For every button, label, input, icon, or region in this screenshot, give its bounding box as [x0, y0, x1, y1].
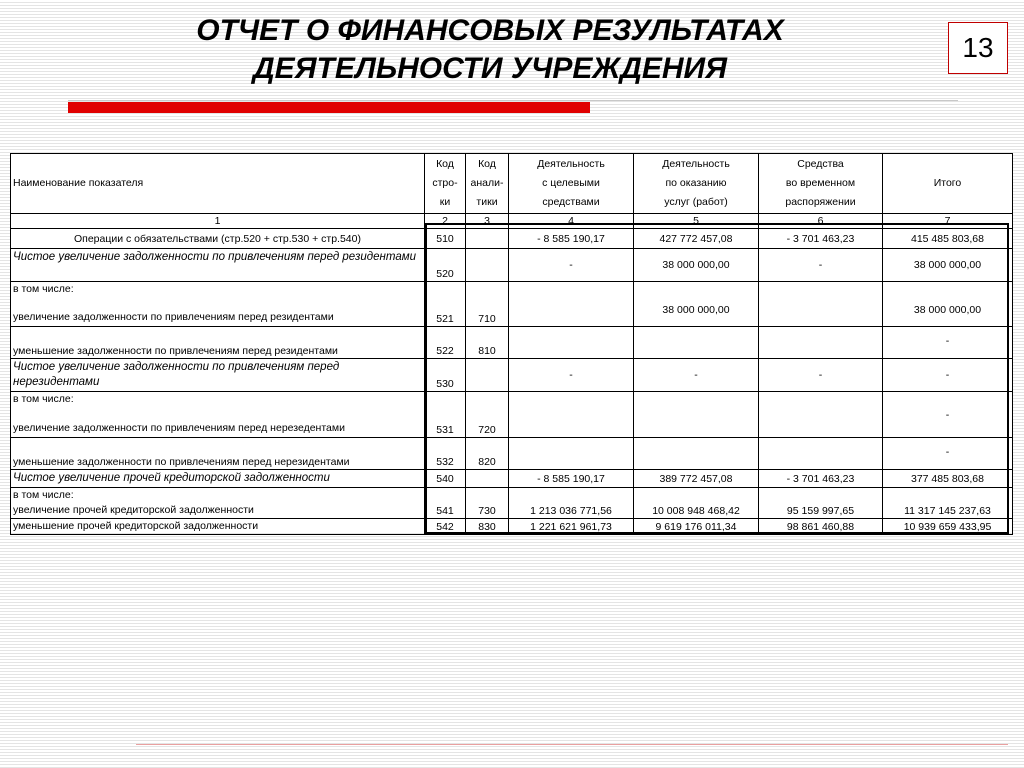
row-value-temporary: - [759, 249, 883, 282]
header-analytics-l3: тики [476, 196, 498, 208]
row-label: Чистое увеличение задолженности по привлечениям перед нерезидентами [11, 359, 425, 392]
row-code: 520 [425, 249, 466, 282]
header-c4-l1: Деятельность [537, 158, 605, 170]
row-value-target: 1 213 036 771,56 [509, 488, 634, 519]
row-value-temporary [759, 392, 883, 438]
row-analytics: 810 [466, 327, 509, 359]
row-analytics [466, 470, 509, 488]
col-number: 2 [425, 214, 466, 229]
col-number: 5 [634, 214, 759, 229]
header-analytics-l1: Код [478, 158, 496, 170]
row-value-total: - [883, 359, 1013, 392]
row-value-target [509, 282, 634, 327]
row-value-target: - [509, 359, 634, 392]
row-value-services: 427 772 457,08 [634, 229, 759, 249]
row-value-total: - [883, 327, 1013, 359]
row-label: увеличение задолженности по привлечениям перед резидентами [13, 311, 334, 323]
header-temporary-funds [759, 154, 883, 214]
table-row [11, 327, 1013, 359]
row-analytics: 830 [466, 519, 509, 535]
row-label-cell [11, 392, 425, 438]
row-value-total: 377 485 803,68 [883, 470, 1013, 488]
page-number-badge: 13 [948, 22, 1008, 74]
row-code: 531 [425, 392, 466, 438]
row-value-temporary: 95 159 997,65 [759, 488, 883, 519]
row-label-prefix: в том числе: [13, 489, 74, 501]
table-row [11, 229, 1013, 249]
row-label: Чистое увеличение задолженности по привлечениям перед резидентами [11, 249, 425, 282]
row-value-total: 415 485 803,68 [883, 229, 1013, 249]
header-c5-l2: по оказанию [665, 177, 727, 189]
row-value-total: - [883, 438, 1013, 470]
footer-rule [136, 744, 1008, 745]
table-row [11, 470, 1013, 488]
header-target-funds [509, 154, 634, 214]
row-label: уменьшение прочей кредиторской задолженности [11, 519, 425, 535]
row-value-services [634, 438, 759, 470]
header-total: Итого [883, 154, 1013, 214]
table-row [11, 392, 1013, 438]
row-code: 532 [425, 438, 466, 470]
row-code: 510 [425, 229, 466, 249]
row-code: 522 [425, 327, 466, 359]
row-label-prefix: в том числе: [13, 283, 74, 295]
financial-report-table-wrapper [10, 153, 1012, 533]
row-label: увеличение прочей кредиторской задолженности [13, 504, 254, 516]
row-value-services: 10 008 948 468,42 [634, 488, 759, 519]
row-label: уменьшение задолженности по привлечениям перед резидентами [11, 327, 425, 359]
header-line-code-l2: стро- [432, 177, 458, 189]
col-number: 3 [466, 214, 509, 229]
row-label: уменьшение задолженности по привлечениям перед нерезидентами [11, 438, 425, 470]
row-analytics: 720 [466, 392, 509, 438]
row-value-temporary: - 3 701 463,23 [759, 229, 883, 249]
header-services [634, 154, 759, 214]
row-value-target: - 8 585 190,17 [509, 470, 634, 488]
row-value-services: 389 772 457,08 [634, 470, 759, 488]
row-label-cell [11, 488, 425, 519]
row-value-services: 38 000 000,00 [634, 249, 759, 282]
table-row [11, 519, 1013, 535]
header-c6-l2: во временном [785, 177, 856, 189]
header-c4-l2: с целевыми [542, 177, 600, 189]
row-code: 530 [425, 359, 466, 392]
row-value-temporary [759, 282, 883, 327]
row-value-temporary [759, 327, 883, 359]
row-value-target [509, 438, 634, 470]
col-number: 1 [11, 214, 425, 229]
title-accent-bar [68, 102, 590, 113]
table-row [11, 438, 1013, 470]
table-header-row [11, 154, 1013, 214]
col-number: 4 [509, 214, 634, 229]
financial-report-table [10, 153, 1013, 535]
title-line-1: ОТЧЕТ О ФИНАНСОВЫХ РЕЗУЛЬТАТАХ [196, 14, 784, 47]
row-analytics: 820 [466, 438, 509, 470]
row-code: 540 [425, 470, 466, 488]
header-c5-l3: услуг (работ) [664, 196, 728, 208]
row-label-prefix: в том числе: [13, 393, 74, 405]
header-analytics-code [466, 154, 509, 214]
table-row [11, 249, 1013, 282]
row-value-services [634, 392, 759, 438]
row-value-total: 10 939 659 433,95 [883, 519, 1013, 535]
table-row [11, 488, 1013, 519]
title-divider-line [68, 100, 958, 101]
row-value-total: 38 000 000,00 [883, 249, 1013, 282]
col-number: 6 [759, 214, 883, 229]
row-value-temporary: - 3 701 463,23 [759, 470, 883, 488]
row-value-target [509, 392, 634, 438]
col-number: 7 [883, 214, 1013, 229]
slide-title [100, 12, 880, 88]
row-label: Чистое увеличение прочей кредиторской задолженности [11, 470, 425, 488]
row-value-temporary: 98 861 460,88 [759, 519, 883, 535]
row-analytics: 730 [466, 488, 509, 519]
column-number-row [11, 214, 1013, 229]
row-analytics [466, 229, 509, 249]
row-code: 542 [425, 519, 466, 535]
table-row [11, 282, 1013, 327]
row-value-total: 38 000 000,00 [883, 282, 1013, 327]
row-label: увеличение задолженности по привлечениям перед нерезедентами [13, 422, 345, 434]
header-c5-l1: Деятельность [662, 158, 730, 170]
header-c6-l3: распоряжении [785, 196, 856, 208]
row-value-total: - [883, 392, 1013, 438]
row-value-services: - [634, 359, 759, 392]
row-value-services: 38 000 000,00 [634, 282, 759, 327]
row-code: 541 [425, 488, 466, 519]
row-value-target [509, 327, 634, 359]
row-analytics [466, 249, 509, 282]
header-c6-l1: Средства [797, 158, 844, 170]
header-analytics-l2: анали- [470, 177, 504, 189]
header-c4-l3: средствами [542, 196, 600, 208]
row-value-target: 1 221 621 961,73 [509, 519, 634, 535]
row-label: Операции с обязательствами (стр.520 + стр.530 + стр.540) [11, 229, 425, 249]
title-line-2: ДЕЯТЕЛЬНОСТИ УЧРЕЖДЕНИЯ [252, 52, 728, 85]
row-value-temporary [759, 438, 883, 470]
row-analytics: 710 [466, 282, 509, 327]
header-line-code-l3: ки [439, 196, 451, 208]
row-value-target: - 8 585 190,17 [509, 229, 634, 249]
row-code: 521 [425, 282, 466, 327]
header-indicator-name: Наименование показателя [11, 154, 425, 214]
table-row [11, 359, 1013, 392]
header-line-code-l1: Код [436, 158, 454, 170]
row-value-temporary: - [759, 359, 883, 392]
row-analytics [466, 359, 509, 392]
row-value-target: - [509, 249, 634, 282]
row-label-cell [11, 282, 425, 327]
row-value-services [634, 327, 759, 359]
row-value-services: 9 619 176 011,34 [634, 519, 759, 535]
header-line-code [425, 154, 466, 214]
row-value-total: 11 317 145 237,63 [883, 488, 1013, 519]
